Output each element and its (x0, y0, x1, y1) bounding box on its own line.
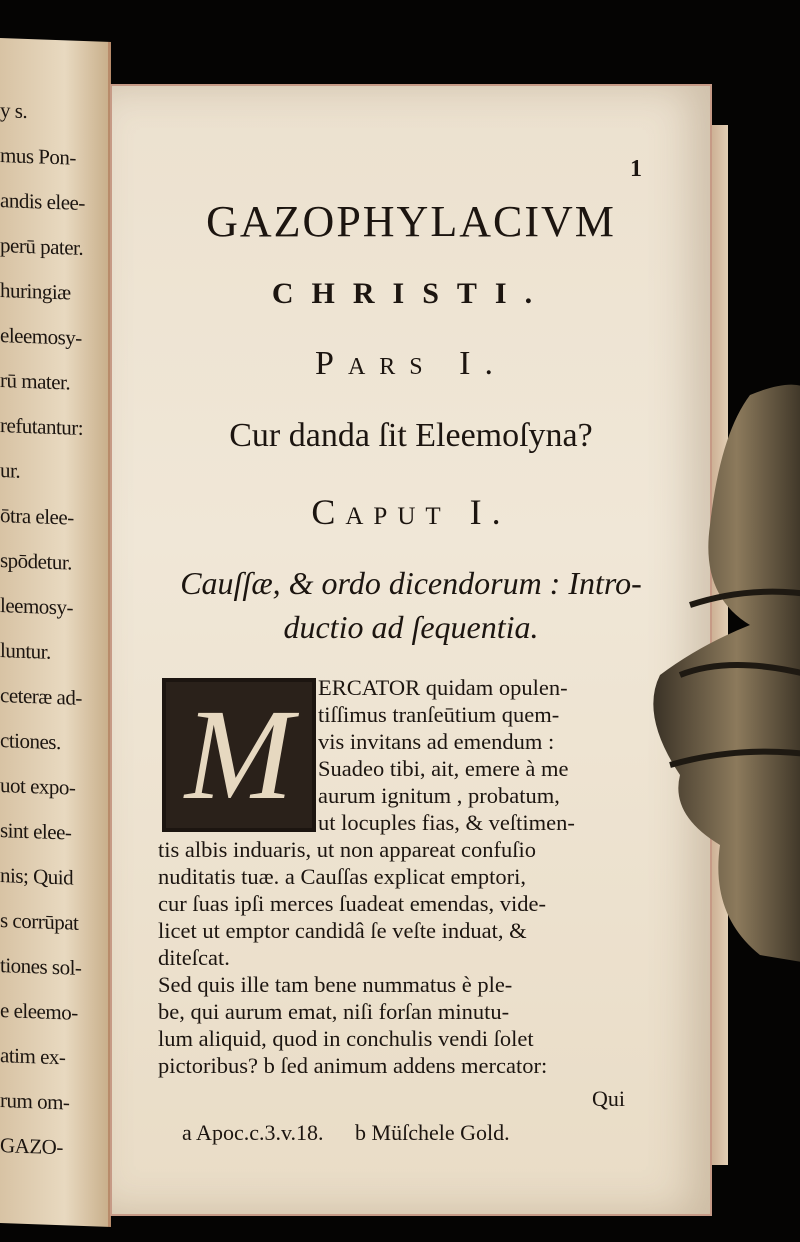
left-page-line: sint elee- (0, 818, 72, 845)
chapter-title-line-1: Cauſſæ, & ordo dicendorum : Intro- (180, 565, 642, 601)
left-page-line: rum om- (0, 1088, 70, 1115)
left-page-line: andis elee- (0, 188, 85, 216)
left-page (0, 38, 111, 1227)
brass-hand-bookholder (640, 375, 800, 965)
catchword: Qui (592, 1086, 625, 1111)
body-line: be, qui aurum emat, niſi forſan minutu- (158, 999, 510, 1024)
body-line: nuditatis tuæ. a Cauſſas explicat emptori, (158, 864, 527, 889)
left-page-line: y s. (0, 98, 28, 124)
left-page-line: eleemosy- (0, 323, 82, 350)
book-subtitle: CHRISTI. (271, 277, 551, 310)
body-line: ERCATOR quidam opulen- (318, 675, 568, 700)
chapter-heading: Caput I. (311, 492, 511, 532)
left-page-line: ctiones. (0, 728, 61, 755)
left-page-line: leemosy- (0, 593, 73, 620)
body-line: licet ut emptor candidâ ſe veſte induat, & (158, 918, 527, 943)
body-line: Sed quis ille tam bene nummatus è ple- (158, 972, 513, 997)
left-page-line: ōtra elee- (0, 503, 74, 530)
footnote: a Apoc.c.3.v.18. (182, 1120, 324, 1145)
left-page-line: rū mater. (0, 368, 71, 395)
page-number: 1 (630, 156, 642, 182)
body-line: Suadeo tibi, ait, emere à me (318, 756, 569, 781)
body-line: pictoribus? b ſed animum addens mercator: (158, 1053, 548, 1078)
body-line: aurum ignitum , probatum, (318, 783, 560, 808)
left-page-line: uot expo- (0, 773, 76, 800)
chapter-title-line-2: ductio ad ſequentia. (283, 609, 539, 645)
left-page-line: tiones sol- (0, 953, 82, 980)
left-page-line: ceteræ ad- (0, 683, 82, 710)
body-line: ut locuples fias, & veſtimen- (318, 810, 575, 835)
footnote: b Müſchele Gold. (355, 1120, 510, 1145)
part-question: Cur danda ſit Eleemoſyna? (229, 417, 593, 454)
body-line: tiſſimus tranſeūtium quem- (318, 702, 560, 727)
book-title: GAZOPHYLACIVM (206, 197, 616, 246)
body-line: diteſcat. (158, 945, 230, 970)
body-line: cur ſuas ipſi merces ſuadeat emendas, vide- (158, 891, 546, 916)
body-line: tis albis induaris, ut non appareat confuſio (158, 837, 537, 862)
initial-letter: M (184, 683, 294, 827)
left-page-line: nis; Quid (0, 863, 74, 890)
left-page-line: luntur. (0, 638, 51, 664)
left-page-line: ur. (0, 458, 21, 483)
left-page-line: perū pater. (0, 233, 84, 260)
left-page-line: spōdetur. (0, 548, 72, 575)
left-page-line: huringiæ (0, 278, 71, 305)
left-page-line: s corrūpat (0, 908, 79, 935)
body-line: vis invitans ad emendum : (318, 729, 555, 754)
part-heading: Pars I. (315, 345, 507, 382)
body-line: lum aliquid, quod in conchulis vendi ſolet (158, 1026, 534, 1051)
left-page-line: mus Pon- (0, 143, 76, 170)
body-text (158, 674, 682, 1079)
left-page-line: refutantur: (0, 413, 84, 440)
left-page-line: atim ex- (0, 1043, 66, 1070)
right-page (110, 84, 712, 1216)
footnotes (182, 1120, 536, 1146)
left-page-line: GAZO- (0, 1133, 63, 1160)
left-page-line: e eleemo- (0, 998, 78, 1025)
